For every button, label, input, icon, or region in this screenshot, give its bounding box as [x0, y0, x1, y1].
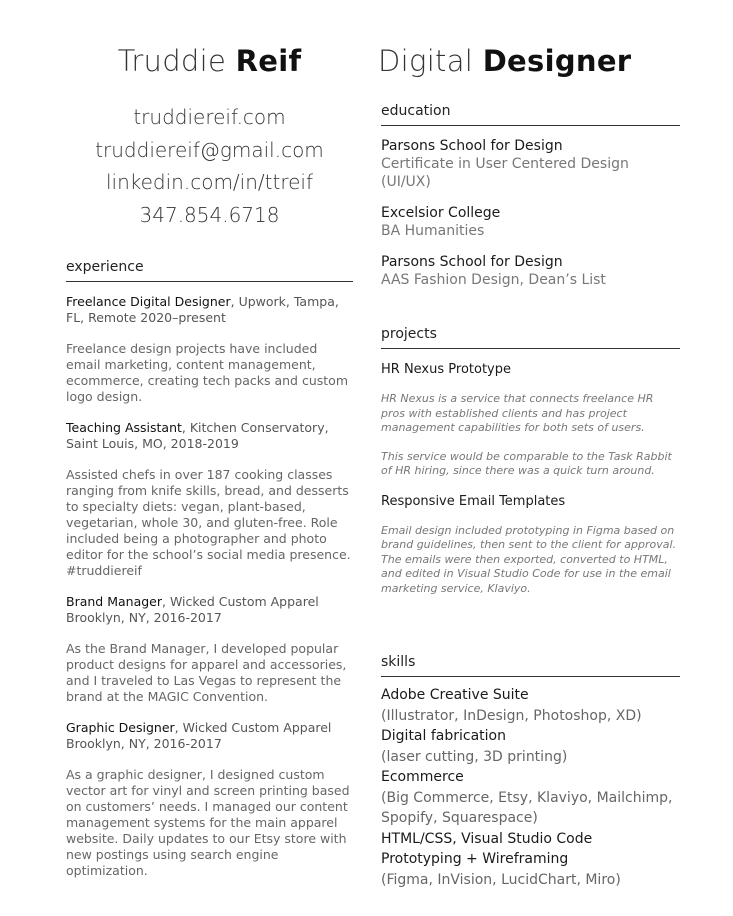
skill-group: Adobe Creative Suite	[381, 687, 529, 703]
entry-details: , Kitchen Conservatory, Saint Louis, MO, 2018-2019	[66, 420, 329, 451]
entry-role: Brand Manager	[66, 594, 162, 609]
project-item	[381, 493, 680, 597]
experience-entry	[66, 294, 353, 405]
resume-name	[66, 44, 353, 78]
website-link[interactable]: truddiereif.com	[133, 105, 286, 129]
contact-block	[66, 101, 353, 231]
entry-description: As a graphic designer, I designed custom vector art for vinyl and screen printing based on customers’ needs. I managed our content management systems for the main apparel website. Daily updates to our Etsy store with new postings using search engine optimization.	[66, 767, 350, 878]
education-heading: education	[381, 103, 680, 126]
entry-header	[66, 294, 353, 326]
title-bold: Designer	[482, 44, 632, 78]
title-light: Digital	[378, 44, 474, 78]
experience-entry	[66, 720, 353, 879]
entry-description: Freelance design projects have included email marketing, content management, ecommerce, creating tech packs and custom logo design.	[66, 341, 348, 404]
degree-detail: BA Humanities	[381, 223, 485, 239]
skills-heading: skills	[381, 654, 680, 677]
skill-group: Ecommerce	[381, 769, 464, 785]
project-description: This service would be comparable to the Task Rabbit of HR hiring, since there was a quick turn around.	[381, 449, 672, 477]
skill-tools: (Illustrator, InDesign, Photoshop, XD)	[381, 707, 642, 724]
entry-details: , Wicked Custom Apparel Brooklyn, NY, 2016-2017	[66, 720, 332, 751]
linkedin-link[interactable]: linkedin.com/in/ttreif	[105, 170, 314, 194]
experience-entry	[66, 420, 353, 579]
projects-section	[381, 326, 680, 610]
projects-heading: projects	[381, 326, 680, 349]
experience-heading: experience	[66, 259, 353, 282]
email-link[interactable]: truddiereif@gmail.com	[95, 137, 324, 162]
first-name: Truddie	[117, 44, 227, 78]
entry-details: , Upwork, Tampa, FL, Remote 2020–present	[66, 294, 339, 325]
entry-description: As the Brand Manager, I developed popular product designs for apparel and accessories, and I traveled to Las Vegas to represent the brand at the MAGIC Convention.	[66, 641, 347, 704]
project-name: Responsive Email Templates	[381, 493, 566, 509]
project-description: HR Nexus is a service that connects freelance HR pros with established clients and has project management capabilities for both sets of users.	[381, 392, 654, 434]
degree-detail: AAS Fashion Design, Dean’s List	[381, 272, 606, 288]
entry-description: Assisted chefs in over 187 cooking classes ranging from knife skills, bread, and desserts to specialty diets: vegan, plant-based, vegetarian, whole 30, and gluten-free. Role included being a photographer and photo editor for the school’s social media presence. #truddiereif	[66, 467, 351, 578]
entry-header	[66, 594, 353, 626]
project-description: Email design included prototyping in Figma based on brand guidelines, then sent to the client for approval. The emails were then exported, converted to HTML, and edited in Visual Studio Code for use in the email marketing service, Klaviyo.	[381, 523, 677, 595]
skill-group: Prototyping + Wireframing	[381, 851, 569, 867]
experience-section	[66, 259, 353, 894]
entry-details: , Wicked Custom Apparel Brooklyn, NY, 2016-2017	[66, 594, 319, 625]
entry-header	[66, 720, 353, 752]
project-item	[381, 361, 680, 479]
skill-group: HTML/CSS, Visual Studio Code	[381, 830, 593, 847]
skill-group: Digital fabrication	[381, 728, 506, 744]
last-name: Reif	[235, 44, 302, 78]
school-name: Parsons School for Design	[381, 254, 563, 270]
entry-role: Teaching Assistant	[66, 420, 182, 435]
entry-header	[66, 420, 353, 452]
education-item	[381, 254, 680, 289]
school-name: Parsons School for Design	[381, 138, 563, 154]
experience-entry	[66, 594, 353, 705]
phone-number: 347.854.6718	[139, 202, 280, 227]
skill-tools: (Figma, InVision, LucidChart, Miro)	[381, 871, 621, 888]
school-name: Excelsior College	[381, 205, 501, 221]
skills-section	[381, 654, 680, 890]
skill-tools: (Big Commerce, Etsy, Klaviyo, Mailchimp, Spopify, Squarespace)	[381, 789, 673, 826]
degree-detail: Certificate in User Centered Design (UI/UX)	[381, 156, 629, 190]
education-item	[381, 205, 680, 240]
resume-title	[378, 44, 678, 78]
entry-role: Freelance Digital Designer	[66, 294, 231, 309]
entry-role: Graphic Designer	[66, 720, 175, 735]
skill-tools: (laser cutting, 3D printing)	[381, 748, 568, 765]
education-section	[381, 103, 680, 303]
project-name: HR Nexus Prototype	[381, 362, 511, 377]
education-item	[381, 138, 680, 191]
